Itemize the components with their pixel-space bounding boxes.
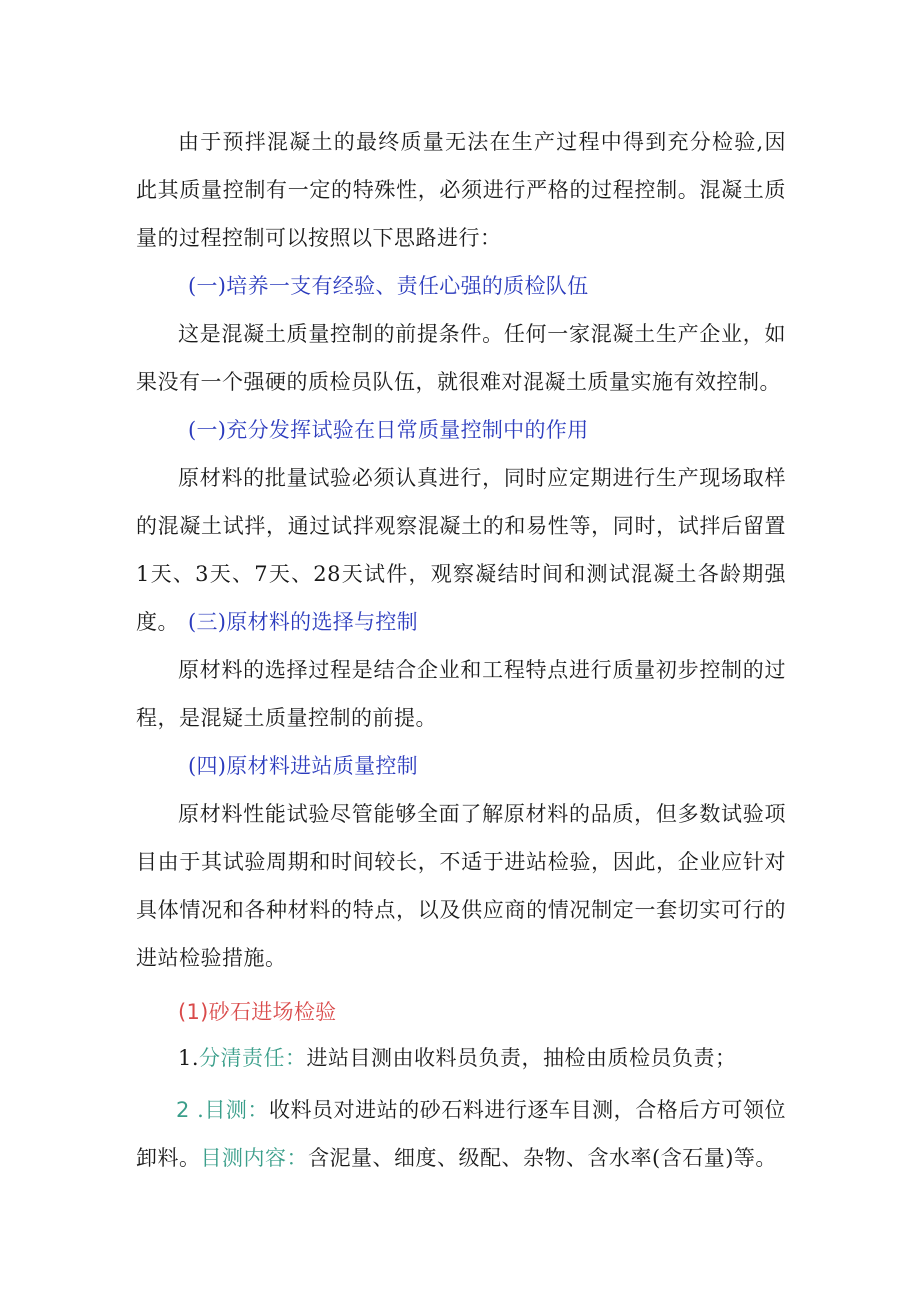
heading-quality-team: (一)培养一支有经验、责任心强的质检队伍 — [188, 274, 589, 298]
paragraph-material-intake: 原材料性能试验尽管能够全面了解原材料的品质，但多数试验项目由于其试验周期和时间较长，不适于进站检验，因此，企业应针对具体情况和各种材料的特点，以及供应商的情况制定一套切实可行的进站检验措施。 — [136, 802, 786, 970]
heading-material-intake: (四)原材料进站质量控制 — [188, 754, 418, 778]
item-label: .目测： — [197, 1098, 269, 1122]
heading-testing-role: (一)充分发挥试验在日常质量控制中的作用 — [188, 418, 589, 442]
paragraph-quality-team: 这是混凝土质量控制的前提条件。任何一家混凝土生产企业，如果没有一个强硬的质检员队伍，就很难对混凝土质量实施有效控制。 — [136, 322, 786, 394]
item-label-secondary: 目测内容： — [200, 1146, 308, 1170]
item-number: 1. — [178, 1046, 200, 1070]
heading-material-selection: (三)原材料的选择与控制 — [188, 610, 418, 634]
paragraph-material-selection: 原材料的选择过程是结合企业和工程特点进行质量初步控制的过程，是混疑土质量控制的前提。 — [136, 658, 786, 730]
subheading-sand-stone-inspection: (1)砂石进场检验 — [178, 1000, 337, 1024]
intro-paragraph: 由于预拌混凝土的最终质量无法在生产过程中得到充分检验,因此其质量控制有一定的特殊性，必须进行严格的过程控制。混凝土质量的过程控制可以按照以下思路进行： — [136, 130, 786, 250]
paragraph-testing-role: 原材料的批量试验必须认真进行，同时应定期进行生产现场取样的混凝土试拌，通过试拌观察混凝土的和易性等，同时，试拌后留置1天、3天、7天、28天试件，观察凝结时间和测试混凝土各龄期强度。 — [136, 466, 786, 634]
item-text-secondary: 含泥量、细度、级配、杂物、含水率(含石量)等。 — [308, 1146, 777, 1170]
list-item-visual-inspection — [136, 1086, 786, 1182]
list-item-responsibility — [178, 1034, 788, 1082]
item-number: 2 — [176, 1098, 190, 1122]
item-text: 收料员对进站的砂石料进行逐车目测，合格后方可领位卸料。 — [136, 1098, 786, 1170]
item-text: 进站目测由收料员负责，抽检由质检员负责； — [306, 1046, 737, 1070]
item-label: 分清责任： — [199, 1046, 307, 1070]
